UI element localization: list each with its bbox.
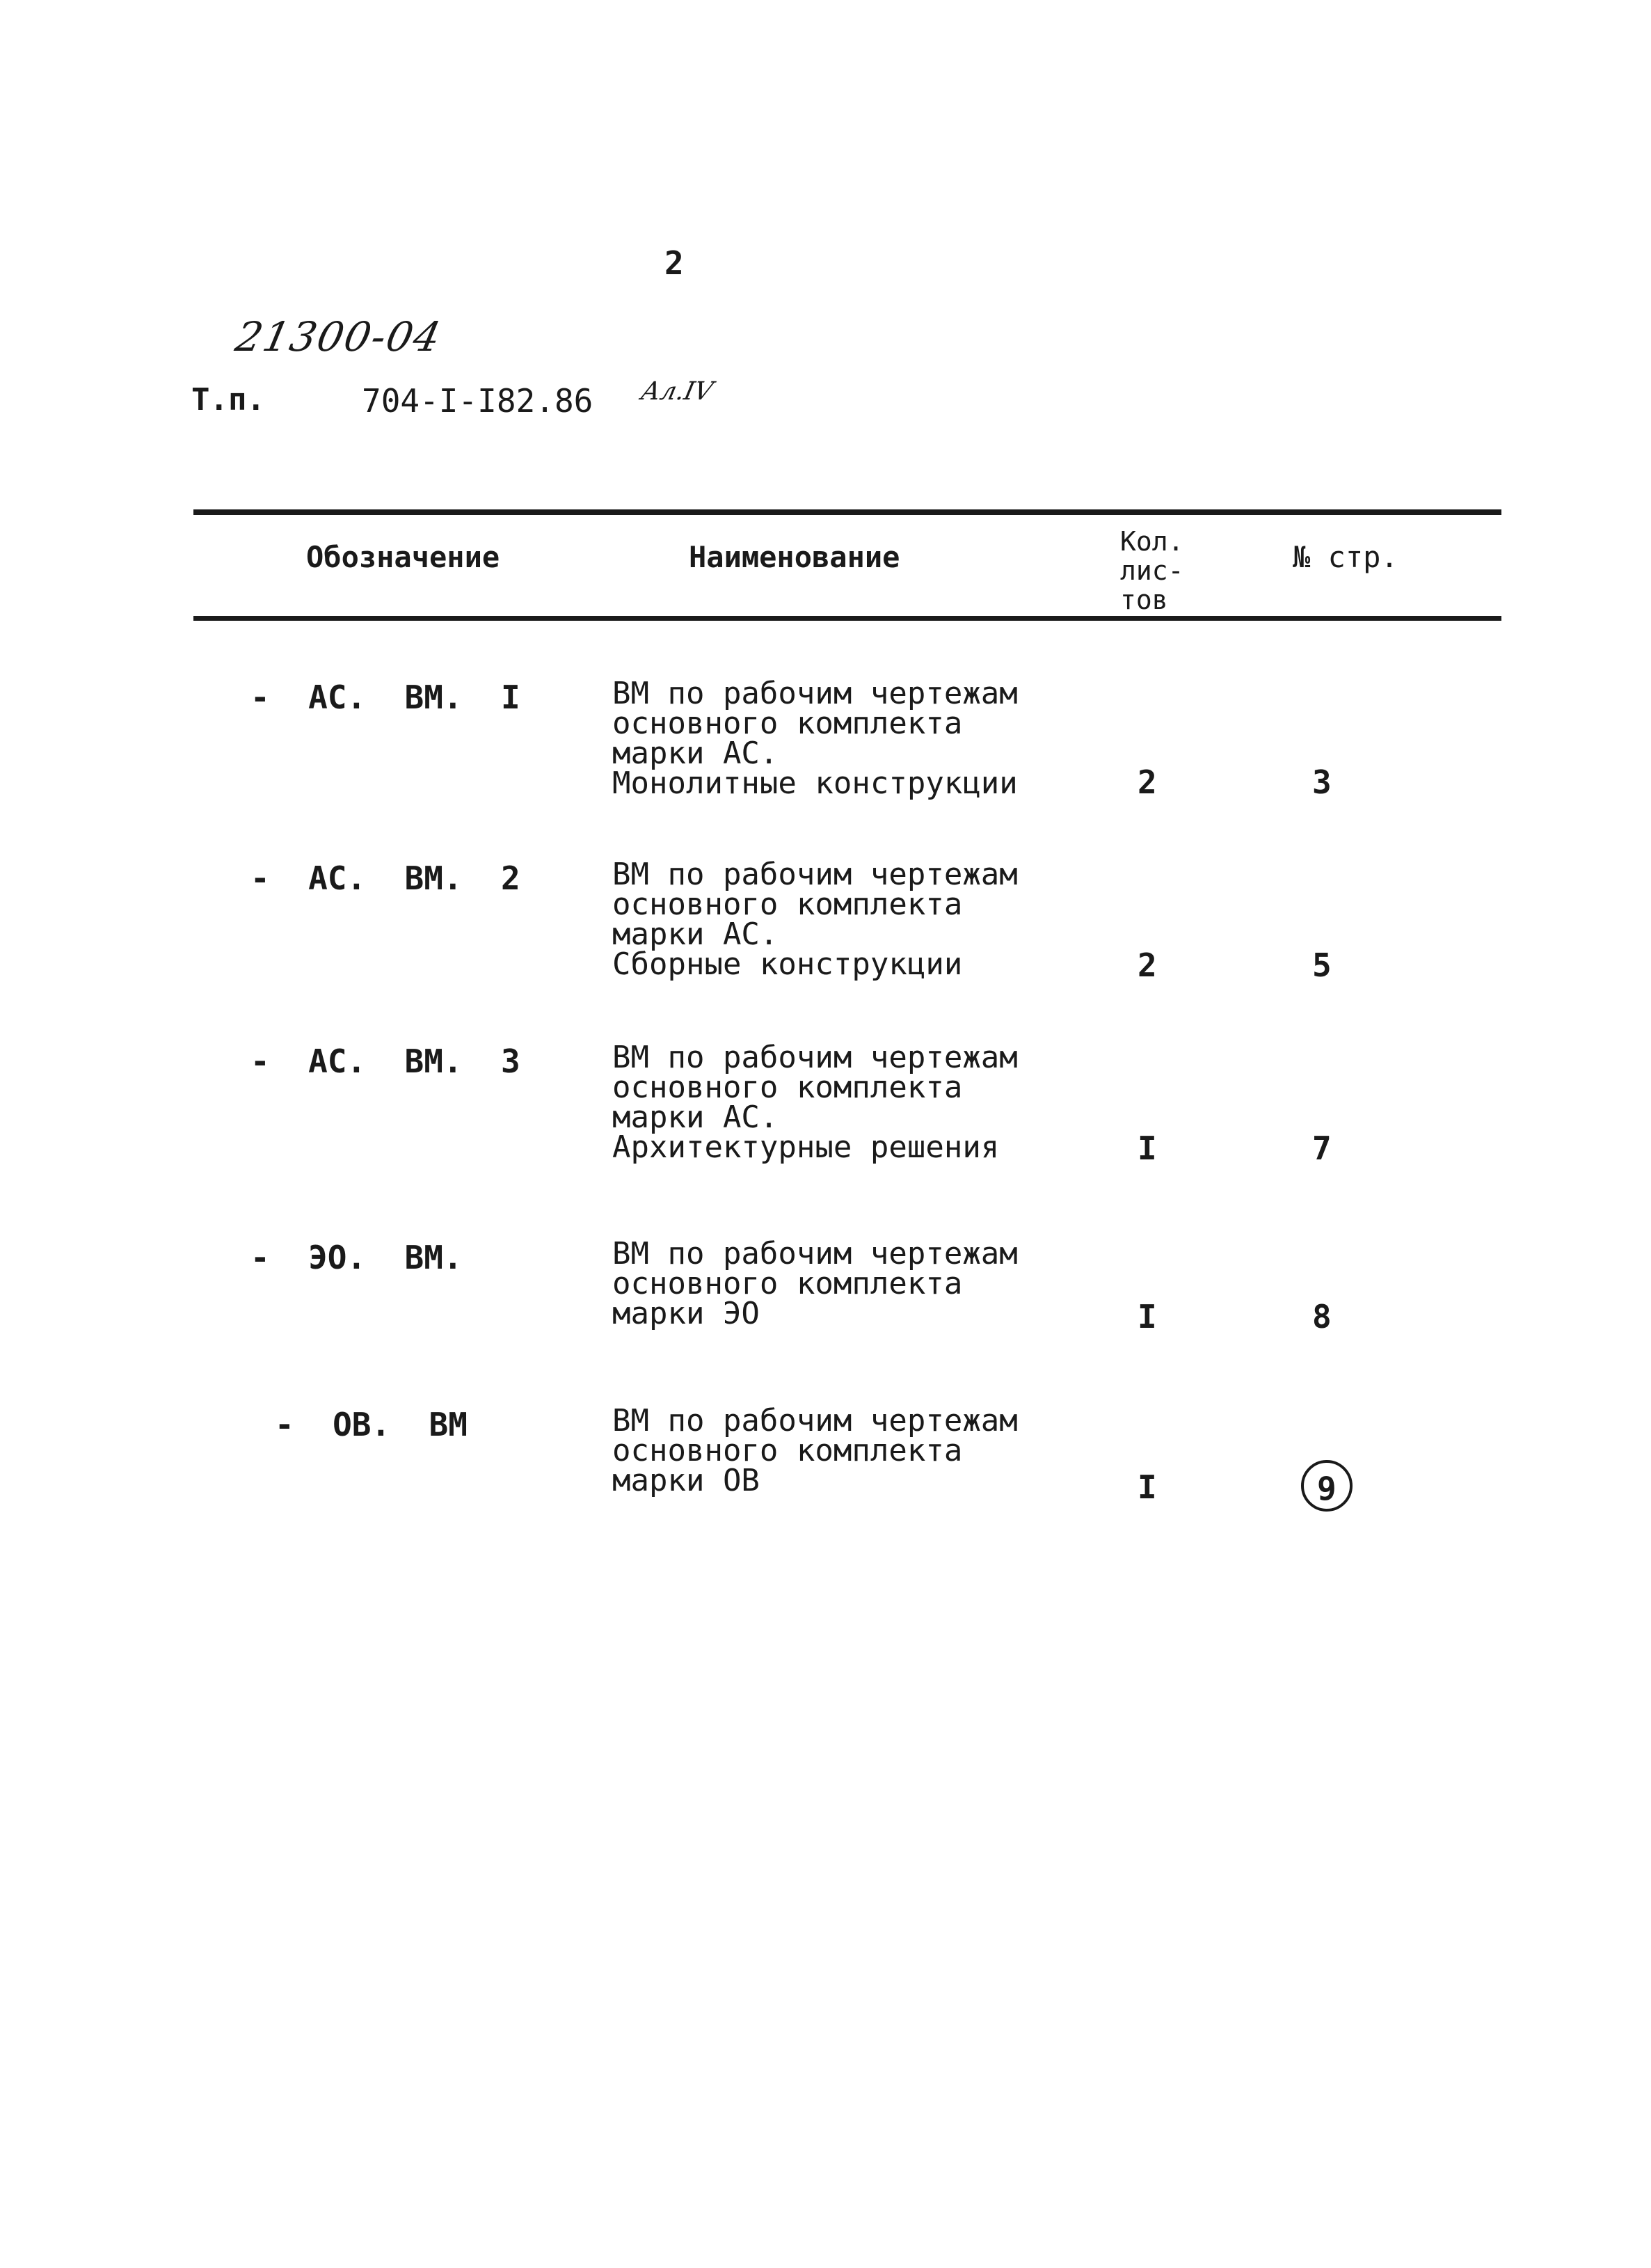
row-designation: - АС. ВМ. 2 <box>250 859 520 897</box>
table-top-rule <box>193 509 1501 515</box>
page-number: 2 <box>664 244 684 282</box>
row-page: 8 <box>1312 1298 1332 1335</box>
project-code: 704-I-I82.86 <box>362 382 593 420</box>
row-designation: - ЭО. ВМ. <box>250 1239 463 1276</box>
header-sheets: Кол. лис- тов <box>1120 526 1184 615</box>
header-page: № стр. <box>1293 540 1398 574</box>
row-name: ВМ по рабочим чертежам основного комплекта марки ЭО <box>612 1236 1018 1331</box>
row-page: 7 <box>1312 1129 1332 1167</box>
header-name: Наименование <box>689 540 900 574</box>
row-designation: - ОВ. ВМ <box>275 1406 468 1443</box>
row-page: 5 <box>1312 946 1332 984</box>
row-name: ВМ по рабочим чертежам основного комплекта марки АС. Сборные конструкции <box>612 857 1018 982</box>
project-label: Т.п. <box>191 382 265 418</box>
header-designation: Обозначение <box>306 540 500 574</box>
row-sheets: 2 <box>1138 763 1157 801</box>
row-name: ВМ по рабочим чертежам основного комплекта марки ОВ <box>612 1403 1018 1498</box>
handwritten-code: 21300-04 <box>231 313 447 360</box>
row-page: 9 <box>1317 1470 1337 1507</box>
row-sheets: I <box>1138 1298 1157 1335</box>
row-sheets: I <box>1138 1129 1157 1167</box>
row-sheets: I <box>1138 1468 1157 1506</box>
row-sheets: 2 <box>1138 946 1157 984</box>
album-number: Ал.IV <box>638 377 716 406</box>
row-designation: - АС. ВМ. 3 <box>250 1042 520 1080</box>
row-name: ВМ по рабочим чертежам основного комплекта марки АС. Монолитные конструкции <box>612 676 1018 801</box>
row-name: ВМ по рабочим чертежам основного комплекта марки АС. Архитектурные решения <box>612 1040 1018 1165</box>
row-designation: - АС. ВМ. I <box>250 679 520 716</box>
row-page: 3 <box>1312 763 1332 801</box>
table-header-rule <box>193 616 1501 621</box>
